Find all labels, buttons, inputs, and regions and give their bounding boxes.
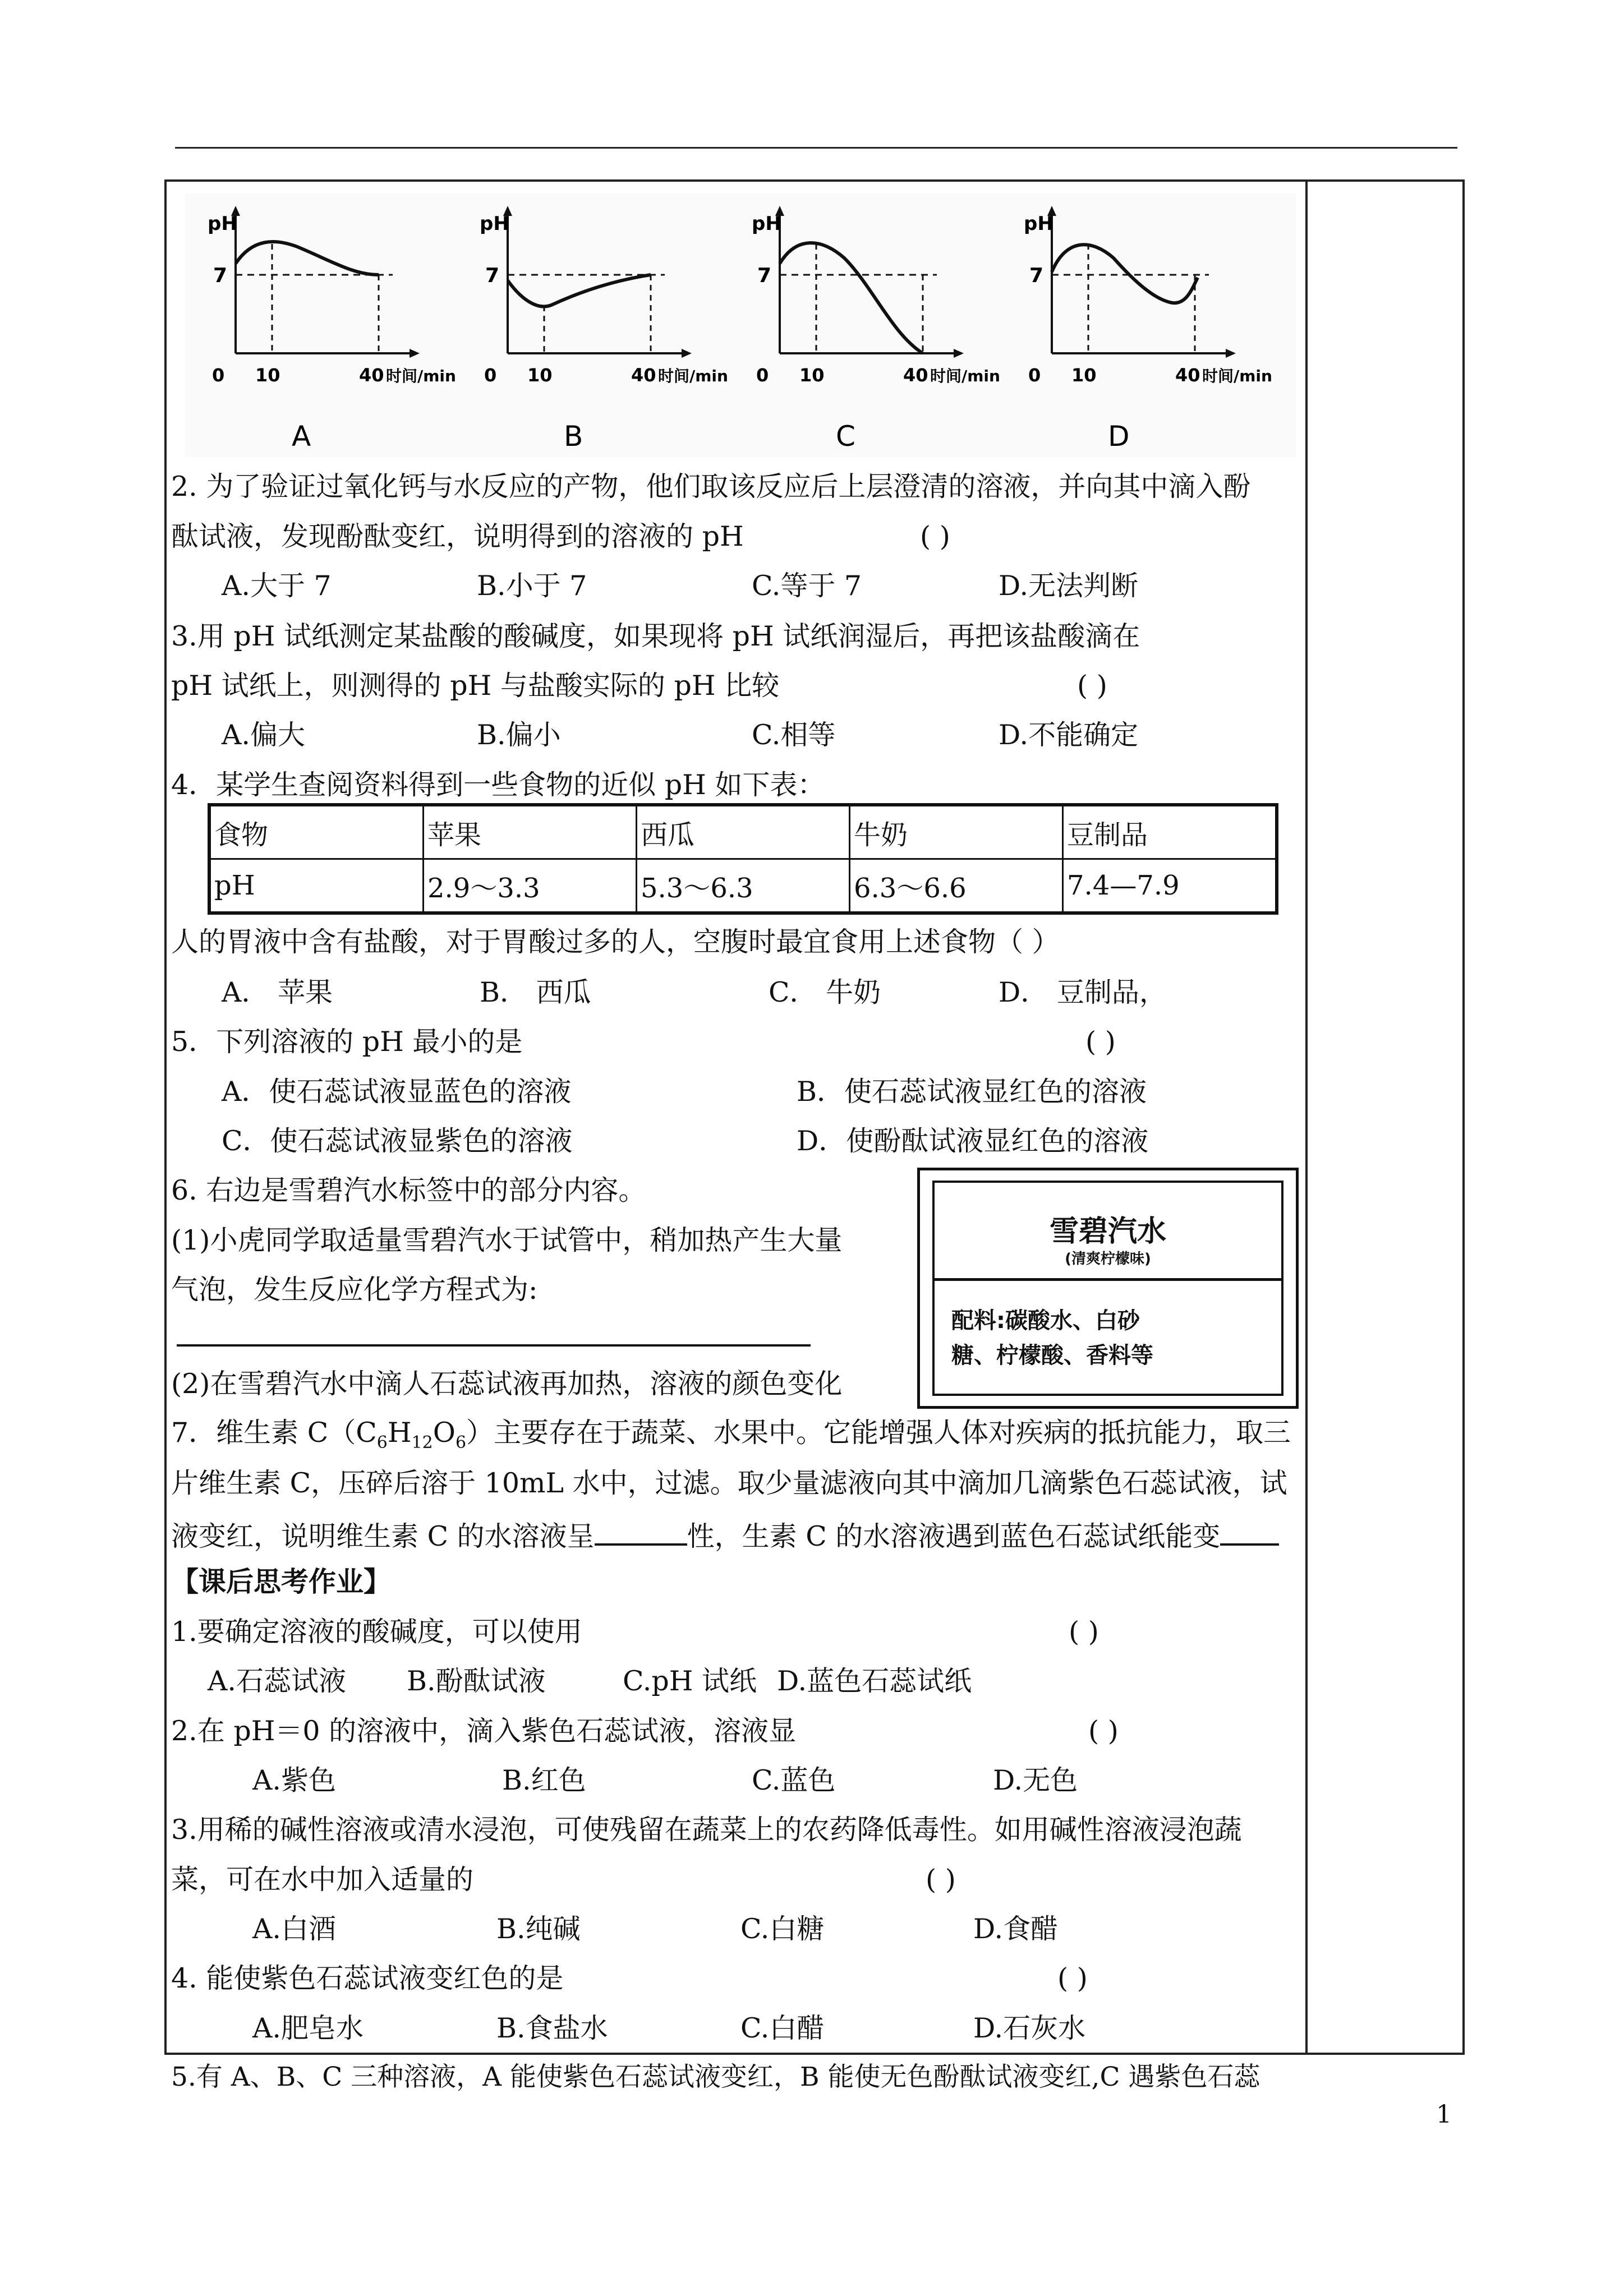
table-cell: 2.9～3.3 [424,859,637,914]
formula-h: H [387,1417,412,1449]
hw4-option-a[interactable]: A.肥皂水 [252,2012,364,2044]
x-axis-unit: 时间/min [930,367,1000,385]
hw4-paren: ( ) [1057,1962,1088,1994]
q2-option-d[interactable]: D.无法判断 [999,570,1139,602]
y-axis-label: pH [1024,213,1053,235]
hw4-option-d[interactable]: D.石灰水 [973,2012,1086,2044]
q4-option-b[interactable]: B． 西瓜 [480,976,591,1008]
q7-blank-1[interactable] [595,1519,687,1546]
table-cell: 苹果 [424,805,637,859]
q5-line1: 5．下列溶液的 pH 最小的是 [171,1026,523,1058]
table-cell: 食物 [209,805,424,859]
table-cell: 牛奶 [850,805,1063,859]
zero-tick: 0 [1028,365,1041,386]
hw1-option-d[interactable]: D.蓝色石蕊试纸 [777,1665,972,1697]
table-cell: 豆制品 [1063,805,1277,859]
hw4-option-c[interactable]: C.白醋 [740,2012,825,2044]
q4-option-d[interactable]: D． 豆制品， [999,976,1167,1008]
food-ph-table [208,803,1278,915]
hw3-option-a[interactable]: A.白酒 [252,1913,336,1945]
formula-sub: 6 [455,1432,467,1453]
q6-line2: (1)小虎同学取适量雪碧汽水于试管中，稍加热产生大量 [171,1224,843,1256]
q7-line1 [171,1419,1291,1451]
table-row [209,805,1277,859]
zero-tick: 0 [484,365,497,386]
hw1-option-c[interactable]: C.pH 试纸 [623,1665,757,1697]
q2-paren: ( ) [920,520,950,552]
q3-option-c[interactable]: C.相等 [752,719,836,751]
q4-option-c[interactable]: C． 牛奶 [769,976,881,1008]
q7-line2: 片维生素 C，压碎后溶于 10mL 水中，过滤。取少量滤液向其中滴加几滴紫色石蕊试液，试 [171,1467,1287,1499]
q4-line1: 4．某学生查阅资料得到一些食物的近似 pH 如下表： [171,769,825,801]
soda-label-title: 雪碧汽水 [1049,1215,1166,1248]
soda-label-subtitle: (清爽柠檬味) [1065,1251,1151,1267]
hw2-option-d[interactable]: D.无色 [993,1764,1078,1796]
q6-line1: 6. 右边是雪碧汽水标签中的部分内容。 [171,1174,646,1206]
q4-option-a[interactable]: A． 苹果 [222,976,333,1008]
graph-letter-a: A [292,420,311,453]
q7-line1-start: 7．维生素 C（C [171,1417,377,1449]
soda-label-inner-border [932,1181,1283,1396]
q4-line2: 人的胃液中含有盐酸，对于胃酸过多的人，空腹时最宜食用上述食物（ ） [171,926,1060,958]
ten-tick: 10 [527,365,553,386]
table-cell: 7.4—7.9 [1063,859,1277,914]
table-cell: pH [209,859,424,914]
q2-line2: 酞试液，发现酚酞变红，说明得到的溶液的 pH [171,520,744,552]
q2-option-b[interactable]: B.小于 7 [477,570,587,602]
formula-sub: 12 [411,1432,433,1453]
y-axis-label: pH [480,213,509,235]
q5-option-a[interactable]: A．使石蕊试液显蓝色的溶液 [222,1076,572,1108]
q5-option-d[interactable]: D．使酚酞试液显红色的溶液 [797,1125,1149,1157]
x-axis-unit: 时间/min [658,367,728,385]
hw2-paren: ( ) [1088,1715,1119,1747]
y-axis-label: pH [752,213,781,235]
hw2-option-a[interactable]: A.紫色 [252,1764,336,1796]
hw1-paren: ( ) [1069,1616,1099,1648]
soda-label-ingredients [951,1303,1153,1373]
hw5-question: 5.有 A、B、C 三种溶液，A 能使紫色石蕊试液变红，B 能使无色酚酞试液变红,C 遇紫色石蕊 [171,2062,1260,2092]
q2-option-c[interactable]: C.等于 7 [752,570,862,602]
graph-letter-d: D [1108,420,1130,453]
forty-tick: 40 [1175,365,1200,386]
q7-line3-start: 液变红，说明维生素 C 的水溶液呈 [171,1520,595,1552]
zero-tick: 0 [756,365,769,386]
forty-tick: 40 [903,365,928,386]
hw3-paren: ( ) [926,1864,956,1896]
homework-heading: 【课后思考作业】 [171,1565,392,1598]
table-cell: 6.3～6.6 [850,859,1063,914]
forty-tick: 40 [359,365,384,386]
q3-paren: ( ) [1077,670,1107,702]
q5-paren: ( ) [1085,1026,1116,1058]
graph-letter-b: B [564,420,583,453]
header-rule [175,147,1457,149]
ten-tick: 10 [799,365,825,386]
seven-tick: 7 [1029,264,1044,287]
hw3-option-b[interactable]: B.纯碱 [496,1913,581,1945]
page-number: 1 [1436,2100,1452,2129]
hw1-option-b[interactable]: B.酚酞试液 [407,1665,546,1697]
y-axis-label: pH [208,213,237,235]
x-axis-unit: 时间/min [1202,367,1272,385]
hw2-option-b[interactable]: B.红色 [502,1764,586,1796]
forty-tick: 40 [631,365,656,386]
q2-line1: 2. 为了验证过氧化钙与水反应的产物，他们取该反应后上层澄清的溶液，并向其中滴入酚 [171,471,1251,502]
ten-tick: 10 [255,365,280,386]
q5-option-c[interactable]: C．使石蕊试液显紫色的溶液 [222,1125,573,1157]
q5-option-b[interactable]: B．使石蕊试液显红色的溶液 [797,1076,1147,1108]
hw3-line1: 3.用稀的碱性溶液或清水浸泡，可使残留在蔬菜上的农药降低毒性。如用碱性溶液浸泡蔬 [171,1814,1242,1846]
hw2-option-c[interactable]: C.蓝色 [752,1764,836,1796]
table-row [209,859,1277,914]
q7-blank-2[interactable] [1220,1519,1279,1546]
formula-o: O [433,1417,456,1449]
margin-column-divider [1305,179,1308,2055]
q3-option-b[interactable]: B.偏小 [477,719,561,751]
seven-tick: 7 [213,264,228,287]
seven-tick: 7 [757,264,772,287]
q6-line4: (2)在雪碧汽水中滴人石蕊试液再加热，溶液的颜色变化 [171,1368,843,1400]
ph-graphs [185,193,1296,457]
formula-sub: 6 [376,1432,388,1453]
table-cell: 西瓜 [637,805,850,859]
hw4-question: 4. 能使紫色石蕊试液变红色的是 [171,1962,564,1994]
x-axis-unit: 时间/min [386,367,456,385]
q7-line1-end: ）主要存在于蔬菜、水果中。它能增强人体对疾病的抵抗能力，取三 [466,1417,1291,1449]
soda-label-ingredients-line2: 糖、柠檬酸、香料等 [951,1343,1153,1368]
soda-label-ingredients-line1: 配料:碳酸水、白砂 [951,1308,1140,1334]
hw2-question: 2.在 pH＝0 的溶液中，滴入紫色石蕊试液，溶液显 [171,1715,797,1747]
q3-option-a[interactable]: A.偏大 [222,719,305,751]
q7-line3 [171,1519,1279,1550]
zero-tick: 0 [212,365,225,386]
q2-option-a[interactable]: A.大于 7 [222,570,332,602]
q3-line2: pH 试纸上，则测得的 pH 与盐酸实际的 pH 比较 [171,670,780,702]
q6-line3: 气泡，发生反应化学方程式为: [171,1274,538,1306]
q3-line1: 3.用 pH 试纸测定某盐酸的酸碱度，如果现将 pH 试纸润湿后，再把该盐酸滴在 [171,620,1140,652]
hw3-option-c[interactable]: C.白糖 [740,1913,825,1945]
hw1-option-a[interactable]: A.石蕊试液 [208,1665,346,1697]
soda-label-divider [935,1278,1281,1281]
table-cell: 5.3～6.3 [637,859,850,914]
hw1-question: 1.要确定溶液的酸碱度，可以使用 [171,1616,582,1648]
hw3-option-d[interactable]: D.食醋 [973,1913,1059,1945]
graph-letter-c: C [836,420,855,453]
soda-label-image [917,1168,1299,1409]
hw4-option-b[interactable]: B.食盐水 [496,2012,608,2044]
ten-tick: 10 [1071,365,1097,386]
q3-option-d[interactable]: D.不能确定 [999,719,1139,751]
q6-answer-line[interactable] [177,1344,811,1347]
hw3-line2: 菜，可在水中加入适量的 [171,1864,474,1896]
seven-tick: 7 [485,264,500,287]
q7-line3-middle: 性，生素 C 的水溶液遇到蓝色石蕊试纸能变 [687,1520,1221,1552]
